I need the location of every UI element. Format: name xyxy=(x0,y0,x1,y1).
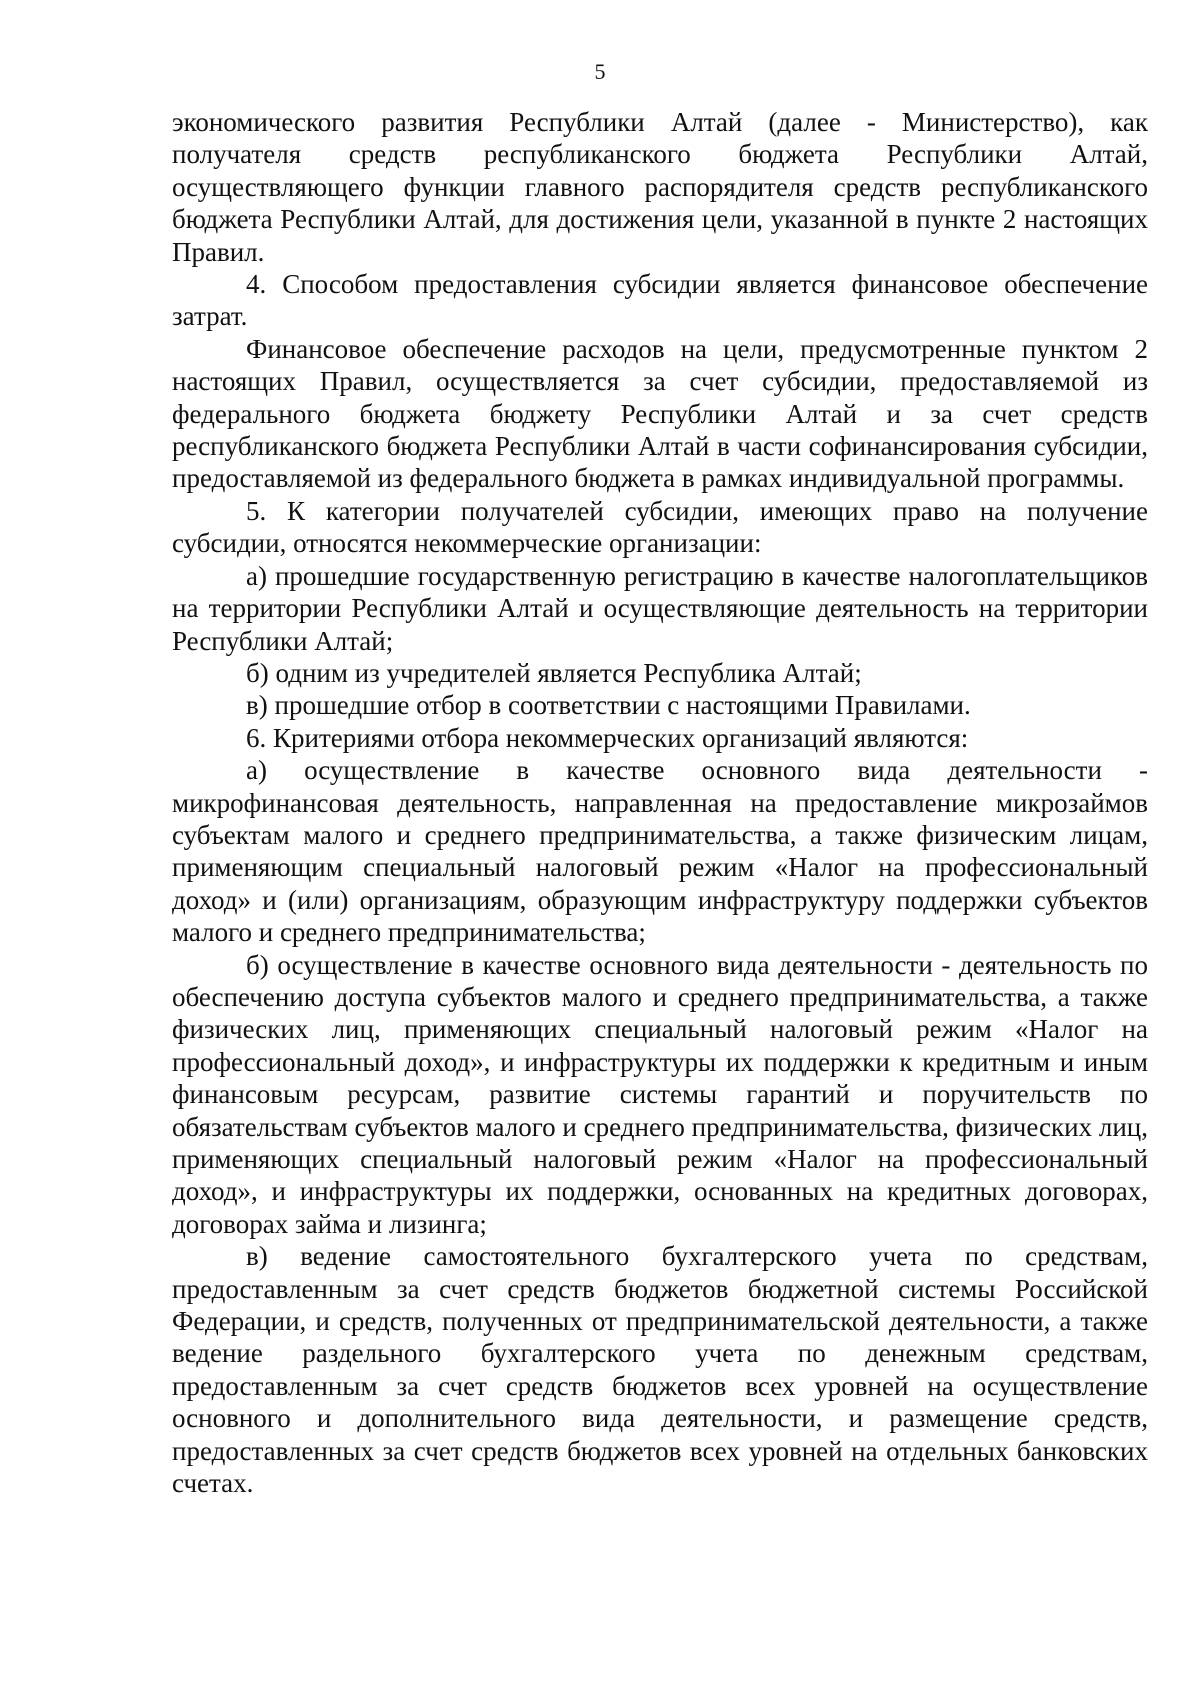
paragraph-item-6c: в) ведение самостоятельного бухгалтерского учета по средствам, предоставленным за счет средств бюджетов бюджетной системы Российской Федерации, и средств, полученных от предпринимательской деятельности, а также ведение раздельного бухгалтерского учета по денежным средствам, предоставленным за счет средств бюджетов всех уровней на осуществление основного и дополнительного вида деятельности, и размещение средств, предоставленных за счет средств бюджетов всех уровней на отдельных банковских счетах. xyxy=(172,1241,1148,1499)
paragraph-continuation: экономического развития Республики Алтай (далее - Министерство), как получателя средств республиканского бюджета Республики Алтай, осуществляющего функции главного распорядителя средств республиканского бюджета Республики Алтай, для достижения цели, указанной в пункте 2 настоящих Правил. xyxy=(172,107,1148,267)
paragraph-item-5: 5. К категории получателей субсидии, имеющих право на получение субсидии, относятся некоммерческие организации: xyxy=(172,495,1148,559)
paragraph-item-6: 6. Критериями отбора некоммерческих организаций являются: xyxy=(246,722,969,753)
paragraph-item-5c: в) прошедшие отбор в соответствии с настоящими Правилами. xyxy=(246,690,971,721)
paragraph-item-6b: б) осуществление в качестве основного вида деятельности - деятельность по обеспечению доступа субъектов малого и среднего предпринимательства, а также физических лиц, применяющих специальный налоговый режим «Налог на профессиональный доход», и инфраструктуры их поддержки к кредитным и иным финансовым ресурсам, развитие системы гарантий и поручительств по обязательствам субъектов малого и среднего предпринимательства, физических лиц, применяющих специальный налоговый режим «Налог на профессиональный доход», и инфраструктуры их поддержки, основанных на кредитных договорах, договорах займа и лизинга; xyxy=(172,949,1148,1239)
paragraph-item-4: 4. Способом предоставления субсидии является финансовое обеспечение затрат. xyxy=(172,269,1148,332)
page-number: 5 xyxy=(594,59,606,84)
paragraph-item-5b: б) одним из учредителей является Республика Алтай; xyxy=(246,657,862,688)
paragraph-item-6a: а) осуществление в качестве основного вида деятельности - микрофинансовая деятельность, направленная на предоставление микрозаймов субъектам малого и среднего предпринимательства, а также физическим лицам, применяющим специальный налоговый режим «Налог на профессиональный доход» и (или) организациям, образующим инфраструктуру поддержки субъектов малого и среднего предпринимательства; xyxy=(172,755,1148,948)
paragraph-item-5a: а) прошедшие государственную регистрацию в качестве налогоплательщиков на территории Республики Алтай и осуществляющие деятельность на территории Республики Алтай; xyxy=(172,560,1148,656)
paragraph-financing: Финансовое обеспечение расходов на цели, предусмотренные пунктом 2 настоящих Правил, осуществляется за счет субсидии, предоставляемой из федерального бюджета бюджету Республики Алтай и за счет средств республиканского бюджета Республики Алтай в части софинансирования субсидии, предоставляемой из федерального бюджета в рамках индивидуальной программы. xyxy=(172,333,1148,494)
document-body xyxy=(172,106,1148,1499)
